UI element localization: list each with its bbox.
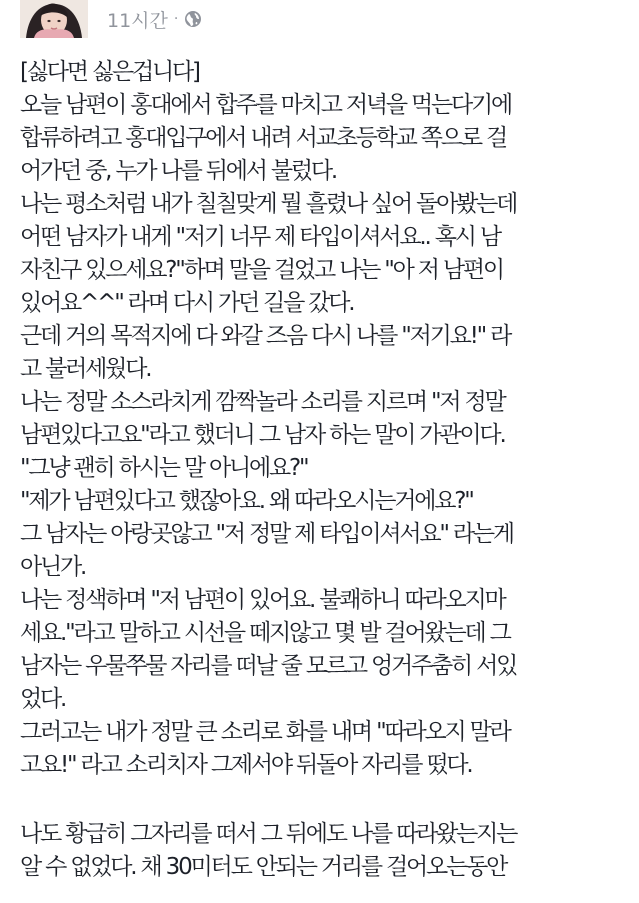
post-text-line: 그 남자는 아랑곳않고 "저 정말 제 타입이셔서요" 라는게 <box>20 521 513 547</box>
post-text-line: [싫다면 싫은겁니다] <box>20 59 199 85</box>
post-text-line: 고요!" 라고 소리치자 그제서야 뒤돌아 자리를 떴다. <box>20 752 472 778</box>
post-text-line: 합류하려고 홍대입구에서 내려 서교초등학교 쪽으로 걸 <box>20 125 506 151</box>
globe-icon[interactable] <box>184 10 202 28</box>
post-text-line: 근데 거의 목적지에 다 와갈 즈음 다시 나를 "저기요!" 라 <box>20 323 511 349</box>
post-text-line: 남편있다고요"라고 했더니 그 남자 하는 말이 가관이다. <box>20 422 505 448</box>
avatar-image <box>20 0 88 38</box>
post-text-line: 나는 정말 소스라치게 깜짝놀라 소리를 지르며 "저 정말 <box>20 389 505 415</box>
post-text-line: 세요."라고 말하고 시선을 떼지않고 몇 발 걸어왔는데 그 <box>20 620 510 646</box>
post-text-line: 알 수 없었다. 채 30미터도 안되는 거리를 걸어오는동안 <box>20 854 507 880</box>
post-text-line: 어떤 남자가 내게 "저기 너무 제 타입이셔서요.. 혹시 남 <box>20 224 500 250</box>
post-meta <box>107 4 202 34</box>
post-timestamp[interactable]: 11시간 <box>107 9 168 32</box>
post-text-line: 남자는 우물쭈물 자리를 떠날 줄 모르고 엉거주춤히 서있 <box>20 653 517 679</box>
post-text-line: 있어요^^" 라며 다시 가던 길을 갔다. <box>20 290 354 316</box>
post-header <box>0 0 639 44</box>
post-text-line: "그냥 괜히 하시는 말 아니에요?" <box>20 455 308 481</box>
post-text-line: 나는 평소처럼 내가 칠칠맞게 뭘 흘렸나 싶어 돌아봤는데 <box>20 191 517 217</box>
post-text-line: 고 불러세웠다. <box>20 356 151 382</box>
post-text-line: 아닌가. <box>20 554 86 580</box>
post-text-line: "제가 남편있다고 했잖아요. 왜 따라오시는거에요?" <box>20 488 473 514</box>
avatar[interactable] <box>20 0 88 38</box>
meta-separator: · <box>173 11 179 27</box>
post-text-line <box>20 782 632 818</box>
post-text-line: 나도 황급히 그자리를 떠서 그 뒤에도 나를 따라왔는지는 <box>20 821 517 847</box>
post-text-line: 었다. <box>20 686 66 712</box>
post-text-line: 나는 정색하며 "저 남편이 있어요. 불쾌하니 따라오지마 <box>20 587 505 613</box>
post-text-line: 오늘 남편이 홍대에서 합주를 마치고 저녁을 먹는다기에 <box>20 92 512 118</box>
post-text-line: 어가던 중, 누가 나를 뒤에서 불렀다. <box>20 158 337 184</box>
post-text <box>20 56 632 884</box>
post-text-line: 자친구 있으세요?"하며 말을 걸었고 나는 "아 저 남편이 <box>20 257 503 283</box>
post-text-line: 그러고는 내가 정말 큰 소리로 화를 내며 "따라오지 말라 <box>20 719 510 745</box>
